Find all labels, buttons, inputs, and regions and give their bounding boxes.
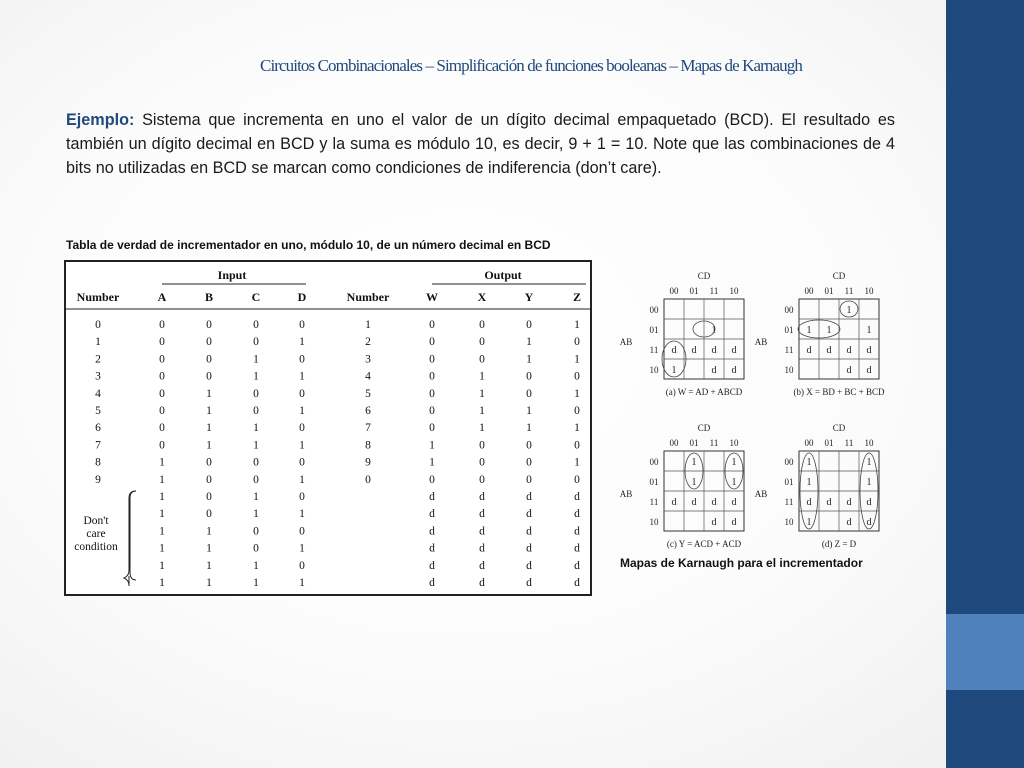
table-cell: 1 bbox=[159, 542, 165, 555]
table-cell: d bbox=[479, 508, 485, 521]
kmap-col-code: 00 bbox=[804, 286, 814, 296]
table-cell: 0 bbox=[159, 405, 165, 417]
table-cell: 4 bbox=[95, 387, 101, 400]
kmap-cell-value: d bbox=[731, 497, 737, 508]
sidebar-band-bottom bbox=[946, 690, 1024, 768]
kmap-cell-value: d bbox=[691, 345, 697, 356]
table-cell: 1 bbox=[253, 491, 259, 503]
table-cell: d bbox=[479, 542, 485, 555]
kmap-col-code: 01 bbox=[824, 286, 834, 296]
table-cell: 1 bbox=[159, 559, 165, 572]
kmap-row-variable: AB bbox=[619, 337, 633, 347]
table-cell: 1 bbox=[206, 387, 212, 400]
dont-care-label: Don't bbox=[83, 515, 109, 527]
sidebar-band-top bbox=[946, 0, 1024, 614]
table-cell: 0 bbox=[574, 370, 580, 383]
kmap-col-variable: CD bbox=[697, 271, 711, 281]
kmap-col-code: 10 bbox=[864, 286, 874, 296]
table-cell: d bbox=[479, 525, 485, 538]
example-paragraph bbox=[66, 108, 895, 180]
kmap-cell-value: 1 bbox=[806, 517, 812, 528]
kmap-row-code: 01 bbox=[649, 477, 659, 487]
table-cell: 1 bbox=[159, 525, 165, 538]
table-cell: 0 bbox=[95, 319, 101, 331]
kmap-row-code: 00 bbox=[649, 457, 659, 467]
kmap bbox=[620, 423, 744, 549]
kmap-equation: (b) X = BD + BC + BCD bbox=[793, 387, 885, 397]
kmap-cell-value: 1 bbox=[691, 457, 697, 468]
table-cell: 1 bbox=[159, 473, 165, 486]
table-cell: 1 bbox=[526, 353, 532, 366]
table-cell: 0 bbox=[299, 559, 305, 572]
table-cell: 0 bbox=[206, 370, 212, 383]
kmap-cell-value: d bbox=[671, 345, 677, 356]
table-cell: 0 bbox=[299, 456, 305, 469]
table-cell: d bbox=[429, 577, 435, 589]
table-cell: 0 bbox=[206, 336, 212, 349]
kmap-col-code: 00 bbox=[669, 286, 679, 296]
kmap-col-variable: CD bbox=[832, 423, 846, 433]
kmap-row-code: 10 bbox=[784, 517, 794, 527]
table-cell: 0 bbox=[206, 456, 212, 469]
table-cell: d bbox=[574, 508, 580, 521]
table-cell: 0 bbox=[159, 387, 165, 400]
kmap-row-variable: AB bbox=[754, 489, 768, 499]
table-cell: 0 bbox=[429, 370, 435, 383]
table-cell: 1 bbox=[253, 508, 259, 521]
table-cell: 0 bbox=[429, 336, 435, 349]
table-cell: d bbox=[479, 491, 485, 503]
table-cell: 1 bbox=[253, 370, 259, 383]
kmap-cell-value: d bbox=[806, 497, 812, 508]
table-cell: 1 bbox=[574, 353, 580, 366]
dont-care-brace-outline bbox=[130, 491, 136, 580]
kmap-row-variable: AB bbox=[754, 337, 768, 347]
table-cell: 1 bbox=[159, 491, 165, 503]
column-header: Number bbox=[76, 290, 120, 304]
table-cell: 0 bbox=[299, 353, 305, 366]
table-cell: 1 bbox=[479, 422, 485, 435]
table-cell: 7 bbox=[95, 439, 101, 452]
kmap-col-code: 10 bbox=[729, 286, 739, 296]
table-cell: 1 bbox=[526, 405, 532, 417]
table-cell: 0 bbox=[159, 439, 165, 452]
table-cell: 3 bbox=[95, 370, 101, 383]
table-cell: 1 bbox=[479, 387, 485, 400]
table-cell: 8 bbox=[95, 456, 101, 469]
dont-care-label: care bbox=[86, 528, 106, 540]
kmap-cell-value: 1 bbox=[866, 325, 872, 336]
kmap-cell-value: 1 bbox=[671, 365, 677, 376]
table-cell: 3 bbox=[365, 353, 371, 366]
table-cell: 1 bbox=[206, 577, 212, 589]
table-cell: 0 bbox=[253, 542, 259, 555]
table-cell: 1 bbox=[479, 405, 485, 417]
kmap-cell-value: 1 bbox=[866, 477, 872, 488]
table-cell: 7 bbox=[365, 422, 371, 435]
table-cell: 0 bbox=[479, 473, 485, 486]
table-cell: 1 bbox=[479, 370, 485, 383]
table-cell: d bbox=[574, 577, 580, 589]
kmap-cell-value: d bbox=[826, 497, 832, 508]
table-cell: 1 bbox=[253, 353, 259, 366]
table-cell: 1 bbox=[429, 439, 435, 452]
table-cell: 0 bbox=[299, 387, 305, 400]
table-cell: 1 bbox=[253, 422, 259, 435]
kmap-cell-value: 1 bbox=[731, 457, 737, 468]
table-cell: 0 bbox=[206, 508, 212, 521]
table-cell: 1 bbox=[206, 439, 212, 452]
table-cell: 0 bbox=[479, 439, 485, 452]
kmap-cell-value: d bbox=[846, 517, 852, 528]
column-header: W bbox=[426, 290, 438, 304]
truth-table bbox=[64, 260, 592, 596]
table-cell: 6 bbox=[95, 422, 101, 435]
table-cell: d bbox=[429, 508, 435, 521]
kmap-cell-value: d bbox=[731, 365, 737, 376]
table-cell: 2 bbox=[365, 336, 371, 349]
output-group-header: Output bbox=[484, 268, 522, 282]
kmap-cell-value: d bbox=[846, 365, 852, 376]
table-cell: d bbox=[574, 559, 580, 572]
table-cell: 0 bbox=[574, 405, 580, 417]
kmap-row-code: 00 bbox=[649, 305, 659, 315]
kmap-col-code: 10 bbox=[729, 438, 739, 448]
table-cell: 0 bbox=[526, 456, 532, 469]
table-cell: 0 bbox=[253, 336, 259, 349]
kmap-equation: (a) W = AD + ABCD bbox=[665, 387, 743, 397]
table-cell: 0 bbox=[253, 405, 259, 417]
column-header: A bbox=[157, 290, 167, 304]
kmap-row-variable: AB bbox=[619, 489, 633, 499]
truth-table-graphic bbox=[66, 262, 590, 594]
table-cell: 1 bbox=[206, 559, 212, 572]
table-cell: 5 bbox=[365, 387, 371, 400]
table-cell: 0 bbox=[159, 353, 165, 366]
table-cell: 0 bbox=[479, 319, 485, 331]
kmap-cell-value: 1 bbox=[806, 457, 812, 468]
table-cell: d bbox=[526, 542, 532, 555]
table-cell: d bbox=[574, 491, 580, 503]
kmap-cell-value: d bbox=[671, 497, 677, 508]
table-cell: 1 bbox=[365, 319, 371, 331]
table-cell: d bbox=[526, 559, 532, 572]
table-cell: 1 bbox=[299, 577, 305, 589]
table-cell: 1 bbox=[206, 405, 212, 417]
kmap-cell-value: d bbox=[866, 497, 872, 508]
kmap-row-code: 11 bbox=[784, 345, 794, 355]
kmap-row-code: 01 bbox=[784, 325, 794, 335]
table-cell: 1 bbox=[299, 439, 305, 452]
table-cell: 1 bbox=[299, 336, 305, 349]
column-header: X bbox=[477, 290, 487, 304]
table-cell: 1 bbox=[206, 422, 212, 435]
table-cell: 1 bbox=[299, 405, 305, 417]
kmap-col-code: 00 bbox=[669, 438, 679, 448]
table-cell: 1 bbox=[574, 319, 580, 331]
kmap-row-code: 11 bbox=[649, 345, 659, 355]
table-cell: 0 bbox=[299, 525, 305, 538]
table-cell: d bbox=[429, 559, 435, 572]
table-cell: 1 bbox=[574, 456, 580, 469]
table-cell: 9 bbox=[95, 473, 101, 486]
kmap-row-code: 00 bbox=[784, 457, 794, 467]
table-cell: 9 bbox=[365, 456, 371, 469]
truth-table-caption: Tabla de verdad de incrementador en uno, módulo 10, de un número decimal en BCD bbox=[66, 238, 551, 252]
table-cell: 0 bbox=[299, 491, 305, 503]
sidebar-band-accent bbox=[946, 614, 1024, 690]
kmap-cell-value: d bbox=[866, 345, 872, 356]
kmap-row-code: 11 bbox=[649, 497, 659, 507]
kmap-cell-value: 1 bbox=[731, 477, 737, 488]
kmap-cell-value: 1 bbox=[691, 477, 697, 488]
table-cell: 0 bbox=[253, 473, 259, 486]
table-cell: 1 bbox=[299, 542, 305, 555]
kmap-cell-value: 1 bbox=[806, 477, 812, 488]
table-cell: d bbox=[479, 577, 485, 589]
kmap-cell-value: d bbox=[806, 345, 812, 356]
table-cell: 0 bbox=[159, 370, 165, 383]
kmap-col-code: 00 bbox=[804, 438, 814, 448]
kmap-row-code: 10 bbox=[649, 365, 659, 375]
example-text: Sistema que incrementa en uno el valor de un dígito decimal empaquetado (BCD). El resultado es también un dígito decimal en BCD y la suma es módulo 10, es decir, 9 + 1 = 10. Note que las combinaciones de 4 bits no utilizadas en BCD se marcan como condiciones de indiferencia (don’t care). bbox=[66, 111, 895, 177]
kmap-col-code: 01 bbox=[689, 438, 699, 448]
kmap-col-code: 11 bbox=[709, 286, 719, 296]
table-cell: 0 bbox=[299, 422, 305, 435]
table-cell: 0 bbox=[526, 387, 532, 400]
kmap-cell-value: 1 bbox=[806, 325, 812, 336]
kmap-cell-value: 1 bbox=[826, 325, 832, 336]
table-cell: 0 bbox=[159, 336, 165, 349]
table-cell: 0 bbox=[429, 405, 435, 417]
table-cell: 0 bbox=[253, 387, 259, 400]
table-cell: 0 bbox=[526, 439, 532, 452]
slide-title: Circuitos Combinacionales – Simplificación de funciones booleanas – Mapas de Karnaugh bbox=[260, 56, 802, 75]
kmap-cell-value: d bbox=[866, 517, 872, 528]
table-cell: d bbox=[429, 542, 435, 555]
table-cell: 1 bbox=[299, 508, 305, 521]
table-cell: 0 bbox=[365, 473, 371, 486]
table-cell: 0 bbox=[159, 319, 165, 331]
table-cell: d bbox=[526, 491, 532, 503]
table-cell: 8 bbox=[365, 439, 371, 452]
kmap-cell-value: d bbox=[846, 497, 852, 508]
dont-care-label: condition bbox=[74, 541, 118, 553]
table-cell: d bbox=[526, 508, 532, 521]
table-cell: d bbox=[429, 491, 435, 503]
kmap-cell-value: d bbox=[846, 345, 852, 356]
table-cell: 1 bbox=[159, 577, 165, 589]
table-cell: 0 bbox=[159, 422, 165, 435]
table-cell: 1 bbox=[206, 542, 212, 555]
table-cell: 1 bbox=[159, 456, 165, 469]
table-cell: 1 bbox=[526, 422, 532, 435]
kmap-col-code: 01 bbox=[689, 286, 699, 296]
kmap-cell-value: 1 bbox=[711, 325, 717, 336]
column-header: B bbox=[204, 290, 214, 304]
kmap-row-code: 01 bbox=[784, 477, 794, 487]
table-cell: 0 bbox=[429, 387, 435, 400]
table-cell: 1 bbox=[95, 336, 101, 349]
kmap-row-code: 10 bbox=[784, 365, 794, 375]
table-cell: 1 bbox=[574, 422, 580, 435]
kmap-cell-value: d bbox=[711, 497, 717, 508]
table-cell: 6 bbox=[365, 405, 371, 417]
table-cell: 0 bbox=[479, 456, 485, 469]
kmap-row-code: 00 bbox=[784, 305, 794, 315]
kmap-col-code: 01 bbox=[824, 438, 834, 448]
kmap bbox=[755, 271, 885, 397]
kmap-cell-value: d bbox=[691, 497, 697, 508]
table-cell: 1 bbox=[206, 525, 212, 538]
kmap-row-code: 01 bbox=[649, 325, 659, 335]
table-cell: 0 bbox=[526, 370, 532, 383]
kmap-cell-value: d bbox=[711, 365, 717, 376]
table-cell: d bbox=[526, 577, 532, 589]
input-group-header: Input bbox=[217, 268, 247, 282]
karnaugh-maps-graphic bbox=[612, 268, 912, 568]
table-cell: 1 bbox=[253, 559, 259, 572]
column-header: Z bbox=[572, 290, 582, 304]
table-cell: 1 bbox=[253, 439, 259, 452]
kmap-cell-value: 1 bbox=[866, 457, 872, 468]
table-cell: d bbox=[574, 525, 580, 538]
table-cell: 2 bbox=[95, 353, 101, 366]
kmap-row-code: 10 bbox=[649, 517, 659, 527]
kmap-col-code: 11 bbox=[709, 438, 719, 448]
kmap-col-variable: CD bbox=[697, 423, 711, 433]
table-cell: d bbox=[574, 542, 580, 555]
kmap bbox=[620, 271, 744, 397]
table-cell: 0 bbox=[253, 456, 259, 469]
table-cell: 1 bbox=[574, 387, 580, 400]
table-cell: 0 bbox=[206, 353, 212, 366]
table-cell: 0 bbox=[429, 422, 435, 435]
kmap-col-code: 11 bbox=[844, 438, 854, 448]
table-cell: 0 bbox=[253, 319, 259, 331]
kmap-col-code: 10 bbox=[864, 438, 874, 448]
table-cell: 0 bbox=[429, 353, 435, 366]
kmap-col-variable: CD bbox=[832, 271, 846, 281]
table-cell: d bbox=[429, 525, 435, 538]
table-cell: 0 bbox=[526, 473, 532, 486]
kmap-row-code: 11 bbox=[784, 497, 794, 507]
kmap-cell-value: 1 bbox=[846, 305, 852, 316]
column-header: C bbox=[251, 290, 261, 304]
table-cell: 0 bbox=[574, 336, 580, 349]
kmaps-figure-caption: Mapas de Karnaugh para el incrementador bbox=[620, 556, 863, 570]
table-cell: 0 bbox=[253, 525, 259, 538]
kmap-cell-value: d bbox=[731, 345, 737, 356]
column-header: Y bbox=[524, 290, 534, 304]
table-cell: 1 bbox=[429, 456, 435, 469]
table-cell: 0 bbox=[574, 439, 580, 452]
table-cell: 0 bbox=[206, 473, 212, 486]
column-header: Number bbox=[346, 290, 390, 304]
kmap-equation: (d) Z = D bbox=[821, 539, 857, 549]
table-cell: 4 bbox=[365, 370, 371, 383]
table-cell: d bbox=[479, 559, 485, 572]
table-cell: d bbox=[526, 525, 532, 538]
table-cell: 1 bbox=[299, 473, 305, 486]
table-cell: 0 bbox=[479, 336, 485, 349]
table-cell: 0 bbox=[526, 319, 532, 331]
table-cell: 1 bbox=[526, 336, 532, 349]
table-cell: 0 bbox=[574, 473, 580, 486]
table-cell: 0 bbox=[206, 319, 212, 331]
karnaugh-maps-figure bbox=[612, 268, 912, 568]
kmap-cell-value: d bbox=[711, 517, 717, 528]
table-cell: 0 bbox=[206, 491, 212, 503]
kmap-col-code: 11 bbox=[844, 286, 854, 296]
table-cell: 1 bbox=[299, 370, 305, 383]
table-cell: 5 bbox=[95, 405, 101, 417]
table-cell: 0 bbox=[429, 473, 435, 486]
table-cell: 1 bbox=[159, 508, 165, 521]
kmap-cell-value: d bbox=[711, 345, 717, 356]
column-header: D bbox=[297, 290, 307, 304]
kmap-cell-value: d bbox=[866, 365, 872, 376]
kmap-cell-value: d bbox=[826, 345, 832, 356]
table-cell: 1 bbox=[253, 577, 259, 589]
kmap-cell-value: d bbox=[731, 517, 737, 528]
table-cell: 0 bbox=[299, 319, 305, 331]
table-cell: 0 bbox=[429, 319, 435, 331]
table-cell: 0 bbox=[479, 353, 485, 366]
example-label: Ejemplo: bbox=[66, 111, 135, 129]
kmap-equation: (c) Y = ACD + ACD bbox=[666, 539, 742, 549]
